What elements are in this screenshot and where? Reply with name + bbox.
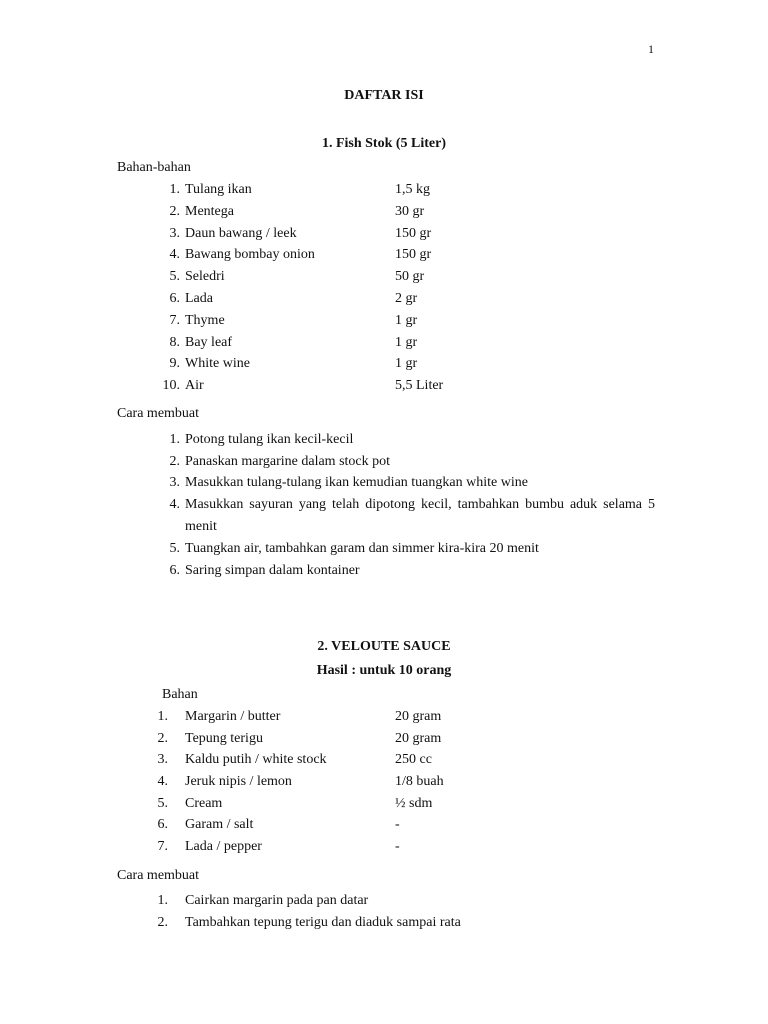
ingredient-row — [0, 378, 768, 400]
ingredient-row — [0, 752, 768, 774]
ingredient-number: 5. — [169, 269, 180, 284]
ingredient-name: Tepung terigu — [185, 731, 263, 746]
step-text: Saring simpan dalam kontainer — [185, 563, 360, 578]
ingredient-name: Seledri — [185, 269, 225, 284]
ingredient-row — [0, 839, 768, 861]
step-number: 2. — [157, 915, 168, 930]
ingredient-qty: 1,5 kg — [395, 182, 430, 197]
ingredient-qty: - — [395, 817, 400, 832]
page-heading: DAFTAR ISI — [344, 88, 424, 103]
ingredient-row — [0, 204, 768, 226]
ingredient-row — [0, 796, 768, 818]
ingredient-qty: 30 gr — [395, 204, 425, 219]
ingredient-row — [0, 247, 768, 269]
ingredient-qty: 50 gr — [395, 269, 425, 284]
ingredient-number: 6. — [169, 291, 180, 306]
ingredient-name: Jeruk nipis / lemon — [185, 774, 292, 789]
ingredient-name: Bawang bombay onion — [185, 247, 315, 262]
step-number: 5. — [169, 541, 180, 556]
ingredient-row — [0, 356, 768, 378]
ingredient-qty: 1 gr — [395, 313, 418, 328]
ingredient-number: 5. — [157, 796, 168, 811]
ingredient-name: Thyme — [185, 313, 225, 328]
ingredient-row — [0, 269, 768, 291]
ingredient-number: 1. — [169, 182, 180, 197]
step-number: 2. — [169, 454, 180, 469]
step-number: 1. — [157, 893, 168, 908]
ingredient-qty: 250 cc — [395, 752, 432, 767]
ingredient-qty: 5,5 Liter — [395, 378, 444, 393]
ingredient-row — [0, 226, 768, 248]
ingredient-row — [0, 313, 768, 335]
ingredient-qty: 20 gram — [395, 709, 442, 724]
ingredient-number: 4. — [169, 247, 180, 262]
ingredient-number: 2. — [157, 731, 168, 746]
ingredient-qty: 1/8 buah — [395, 774, 444, 789]
ingredient-row — [0, 709, 768, 731]
ingredient-number: 9. — [169, 356, 180, 371]
ingredient-name: Lada — [185, 291, 213, 306]
ingredient-number: 8. — [169, 335, 180, 350]
ingredient-name: Margarin / butter — [185, 709, 281, 724]
section1-method-label: Cara membuat — [117, 406, 200, 421]
ingredient-row — [0, 182, 768, 204]
ingredient-name: Tulang ikan — [185, 182, 252, 197]
ingredient-name: Bay leaf — [185, 335, 233, 350]
step-number: 4. — [169, 497, 180, 512]
ingredient-name: Kaldu putih / white stock — [185, 752, 327, 767]
ingredient-number: 1. — [157, 709, 168, 724]
step-text: Potong tulang ikan kecil-kecil — [185, 432, 354, 447]
ingredient-row — [0, 291, 768, 313]
ingredient-name: Cream — [185, 796, 223, 811]
section2-method-label: Cara membuat — [117, 868, 200, 883]
step-number: 6. — [169, 563, 180, 578]
ingredient-number: 3. — [157, 752, 168, 767]
ingredient-name: Lada / pepper — [185, 839, 262, 854]
ingredient-number: 6. — [157, 817, 168, 832]
ingredient-row — [0, 817, 768, 839]
ingredient-qty: ½ sdm — [395, 796, 433, 811]
section2-ingredients-label: Bahan — [162, 687, 198, 702]
ingredient-qty: 150 gr — [395, 226, 432, 241]
ingredient-qty: 150 gr — [395, 247, 432, 262]
ingredient-name: Daun bawang / leek — [185, 226, 297, 241]
ingredient-number: 3. — [169, 226, 180, 241]
ingredient-row — [0, 335, 768, 357]
section2-yield: Hasil : untuk 10 orang — [316, 663, 452, 678]
ingredient-name: White wine — [185, 356, 250, 371]
ingredient-qty: 20 gram — [395, 731, 442, 746]
section1-ingredients-label: Bahan-bahan — [117, 160, 191, 175]
ingredient-number: 10. — [162, 378, 180, 393]
step-text: Tuangkan air, tambahkan garam dan simmer kira-kira 20 menit — [185, 541, 539, 556]
step-text: Cairkan margarin pada pan datar — [185, 893, 369, 908]
step-number: 1. — [169, 432, 180, 447]
ingredient-qty: 1 gr — [395, 335, 418, 350]
ingredient-qty: 2 gr — [395, 291, 418, 306]
step-text: Masukkan sayuran yang telah dipotong kecil, tambahkan bumbu aduk selama 5 menit — [185, 497, 655, 534]
step-number: 3. — [169, 475, 180, 490]
page-number: 1 — [648, 42, 654, 56]
ingredient-qty: - — [395, 839, 400, 854]
step-text: Panaskan margarine dalam stock pot — [185, 454, 391, 469]
ingredient-number: 7. — [157, 839, 168, 854]
ingredient-name: Garam / salt — [185, 817, 254, 832]
step-text: Tambahkan tepung terigu dan diaduk sampai rata — [185, 915, 461, 930]
ingredient-number: 2. — [169, 204, 180, 219]
ingredient-name: Air — [185, 378, 204, 393]
ingredient-row — [0, 731, 768, 753]
ingredient-row — [0, 774, 768, 796]
ingredient-qty: 1 gr — [395, 356, 418, 371]
section2-title: 2. VELOUTE SAUCE — [317, 639, 451, 654]
step-text: Masukkan tulang-tulang ikan kemudian tuangkan white wine — [185, 475, 528, 490]
ingredient-number: 7. — [169, 313, 180, 328]
ingredient-number: 4. — [157, 774, 168, 789]
ingredient-name: Mentega — [185, 204, 234, 219]
section1-title: 1. Fish Stok (5 Liter) — [321, 136, 447, 151]
